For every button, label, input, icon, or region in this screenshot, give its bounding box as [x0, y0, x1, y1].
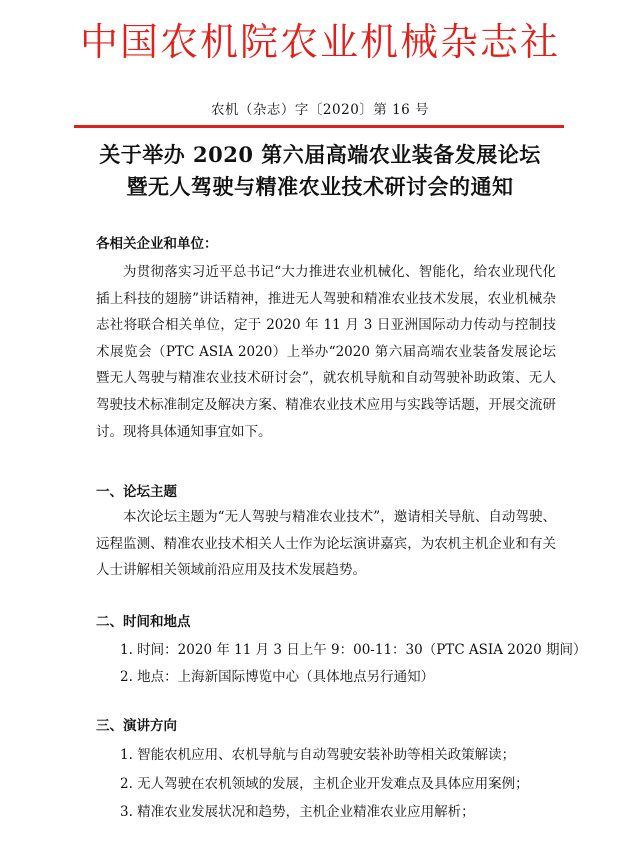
title-line-2: 暨无人驾驶与精准农业技术研讨会的通知 — [126, 174, 514, 199]
red-divider — [74, 125, 564, 128]
list-item-speech-2: 2. 无人驾驶在农机领域的发展，主机企业开发难点及具体应用案例； — [120, 776, 529, 792]
section-heading-time-place: 二、时间和地点 — [96, 614, 191, 630]
document-number: 农机（杂志）字〔2020〕第 16 号 — [210, 102, 430, 118]
list-item-place: 2. 地点：上海新国际博览中心（具体地点另行通知） — [120, 669, 435, 685]
salutation: 各相关企业和单位： — [96, 236, 218, 252]
title-line-1: 关于举办 2020 第六届高端农业装备发展论坛 — [99, 142, 541, 167]
topic-paragraph: 本次论坛主题为“无人驾驶与精准农业技术”，邀请相关导航、自动驾驶、远程监测、精准农业技术相关人士作为论坛演讲嘉宾，为农机主机企业和有关人士讲解相关领域前沿应用及技术发展趋势。 — [96, 509, 556, 579]
list-item-time: 1. 时间：2020 年 11 月 3 日上午 9：00-11：30（PTC ASIA 2020 期间） — [120, 642, 587, 658]
section-heading-speech-topics: 三、演讲方向 — [96, 718, 177, 734]
list-item-speech-3: 3. 精准农业发展状况和趋势，主机企业精准农业应用解析； — [120, 804, 475, 820]
list-item-speech-1: 1. 智能农机应用、农机导航与自动驾驶安装补助等相关政策解读； — [120, 747, 516, 763]
publisher-masthead: 中国农机院农业机械杂志社 — [79, 20, 560, 64]
intro-paragraph: 为贯彻落实习近平总书记“大力推进农业机械化、智能化，给农业现代化插上科技的翅膀”讲话精神，推进无人驾驶和精准农业技术发展，农业机械杂志社将联合相关单位，定于 2020 年 11 月 3 日亚洲国际动力传动与控制技术展览会（PTC ASIA 2020）上举办“2020 第六届高端农业装备发展论坛暨无人驾驶与精准农业技术研讨会”，就农机导航和自动驾驶补助政策、无人驾驶技术标准制定及解决方案、精准农业技术应用与实践等话题，开展交流研讨。现将具体通知事宜如下。 — [96, 264, 556, 440]
section-heading-topic: 一、论坛主题 — [96, 484, 177, 500]
